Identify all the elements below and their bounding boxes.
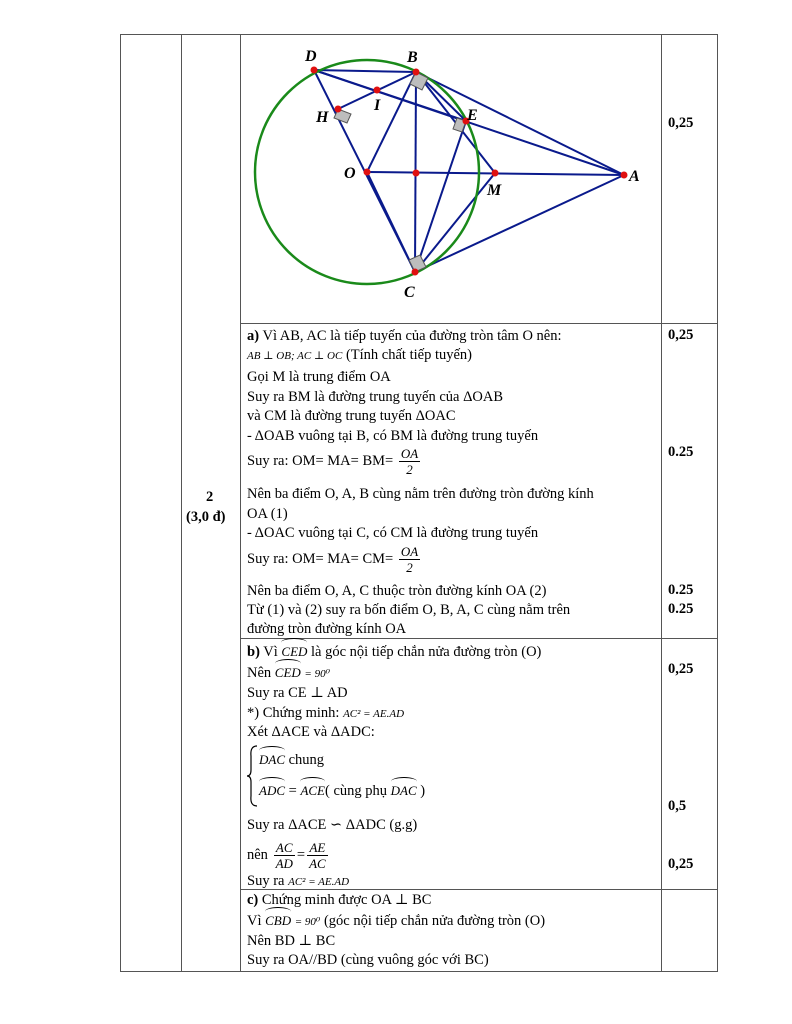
part-c-line-3: Nên BD ⊥ BC <box>247 933 336 949</box>
part-a-line-14: đường tròn đường kính OA <box>247 621 407 637</box>
point-H <box>335 106 342 113</box>
label-M: M <box>487 182 502 199</box>
point-D <box>311 67 318 74</box>
right-angle-B <box>410 72 428 90</box>
score-3: 0.25 <box>668 444 694 460</box>
segment-CM <box>415 173 495 272</box>
segment-CE <box>415 121 466 272</box>
label-B: B <box>407 49 418 66</box>
table-border-2 <box>181 34 182 972</box>
label-A: A <box>629 168 640 185</box>
part-b-line-8: Suy ra AC² = AE.AD <box>247 873 350 889</box>
question-points: (3,0 đ) <box>186 509 226 525</box>
segment-BA <box>416 72 624 175</box>
point-O <box>364 169 371 176</box>
part-a-line-11: Suy ra: OM= MA= CM= $\frac{OA}{2}$ <box>247 544 419 575</box>
point-M <box>492 170 499 177</box>
part-a-line-10: - ΔOAC vuông tại C, có CM là đường trung tuyến <box>247 525 539 541</box>
part-b-line-6: Suy ra ΔACE ∽ ΔADC (g.g) <box>247 817 418 833</box>
part-a-line-7: Suy ra: OM= MA= BM= $\frac{OA}{2}$ <box>247 446 419 477</box>
label-D: D <box>305 48 317 65</box>
fraction-ae-ac: $\frac{AE}{AC}$ <box>309 840 326 871</box>
part-c-line-4: Suy ra OA//BD (cùng vuông góc với BC) <box>247 952 489 968</box>
row-divider-figure <box>240 323 717 324</box>
part-c-line-1: c) Chứng minh được OA ⊥ BC <box>247 892 432 908</box>
part-a-line-9: OA (1) <box>247 506 288 522</box>
point-I <box>374 87 381 94</box>
fraction-oa-2-b: $\frac{OA}{2}$ <box>400 544 419 575</box>
segment-DB <box>314 70 416 72</box>
part-a-line-8: Nên ba điểm O, A, B cùng nằm trên đường tròn đường kính <box>247 486 594 502</box>
score-8: 0,25 <box>668 856 694 872</box>
table-border-1 <box>120 34 121 972</box>
point-A <box>621 172 628 179</box>
system-brace <box>246 744 258 808</box>
part-b-line-4: *) Chứng minh: AC² = AE.AD <box>247 705 405 721</box>
part-c-line-2: Vì CBD = 90⁰ (góc nội tiếp chắn nửa đường tròn (O) <box>247 913 546 929</box>
part-b-line-2: Nên CED = 90⁰ <box>247 665 331 681</box>
label-O: O <box>344 165 356 182</box>
part-a-line-13: Từ (1) và (2) suy ra bốn điểm O, B, A, C cùng nằm trên <box>247 602 571 618</box>
segment-CA <box>415 175 624 272</box>
segment-OB <box>367 72 416 172</box>
point-K <box>413 170 420 177</box>
fraction-oa-2: $\frac{OA}{2}$ <box>400 446 419 477</box>
score-2: 0,25 <box>668 327 694 343</box>
part-b-line-5: Xét ΔACE và ΔADC: <box>247 724 375 740</box>
part-a-line-12: Nên ba điểm O, A, C thuộc tròn đường kính OA (2) <box>247 583 547 599</box>
table-border-4 <box>661 34 662 972</box>
label-C: C <box>404 284 415 301</box>
part-b-line-1: b) Vì CED là góc nội tiếp chắn nửa đường tròn (O) <box>247 644 542 660</box>
geometry-figure <box>241 35 661 323</box>
table-bottom-border <box>120 971 717 972</box>
label-H: H <box>316 109 329 126</box>
part-b-line-7: nên $\frac{AC}{AD}$ = $\frac{AE}{AC}$ <box>247 840 326 871</box>
part-a-line-2: AB ⊥ OB; AC ⊥ OC (Tính chất tiếp tuyến) <box>247 347 472 363</box>
score-5: 0.25 <box>668 601 694 617</box>
part-a-line-5: và CM là đường trung tuyến ΔOAC <box>247 408 456 424</box>
score-7: 0,5 <box>668 798 687 814</box>
score-1: 0,25 <box>668 115 694 131</box>
score-4: 0.25 <box>668 582 694 598</box>
table-border-5 <box>717 34 718 972</box>
part-a-line-4: Suy ra BM là đường trung tuyến của ΔOAB <box>247 389 504 405</box>
label-E: E <box>467 107 478 124</box>
row-divider-a <box>240 638 717 639</box>
score-6: 0,25 <box>668 661 694 677</box>
label-I: I <box>374 97 381 114</box>
fraction-ac-ad: $\frac{AC}{AD}$ <box>275 840 293 871</box>
part-b-line-3: Suy ra CE ⊥ AD <box>247 685 348 701</box>
part-a-line-3: Gọi M là trung điểm OA <box>247 369 391 385</box>
part-a-line-1: a) Vì AB, AC là tiếp tuyến của đường tròn tâm O nên: <box>247 328 562 344</box>
part-a-line-6: - ΔOAB vuông tại B, có BM là đường trung tuyến <box>247 428 539 444</box>
part-b-system-2: ADC = ACE( cùng phụ DAC ) <box>259 783 426 799</box>
point-B <box>413 69 420 76</box>
question-number: 2 <box>206 489 214 505</box>
part-b-system-1: DAC chung <box>259 752 325 768</box>
point-C <box>412 269 419 276</box>
